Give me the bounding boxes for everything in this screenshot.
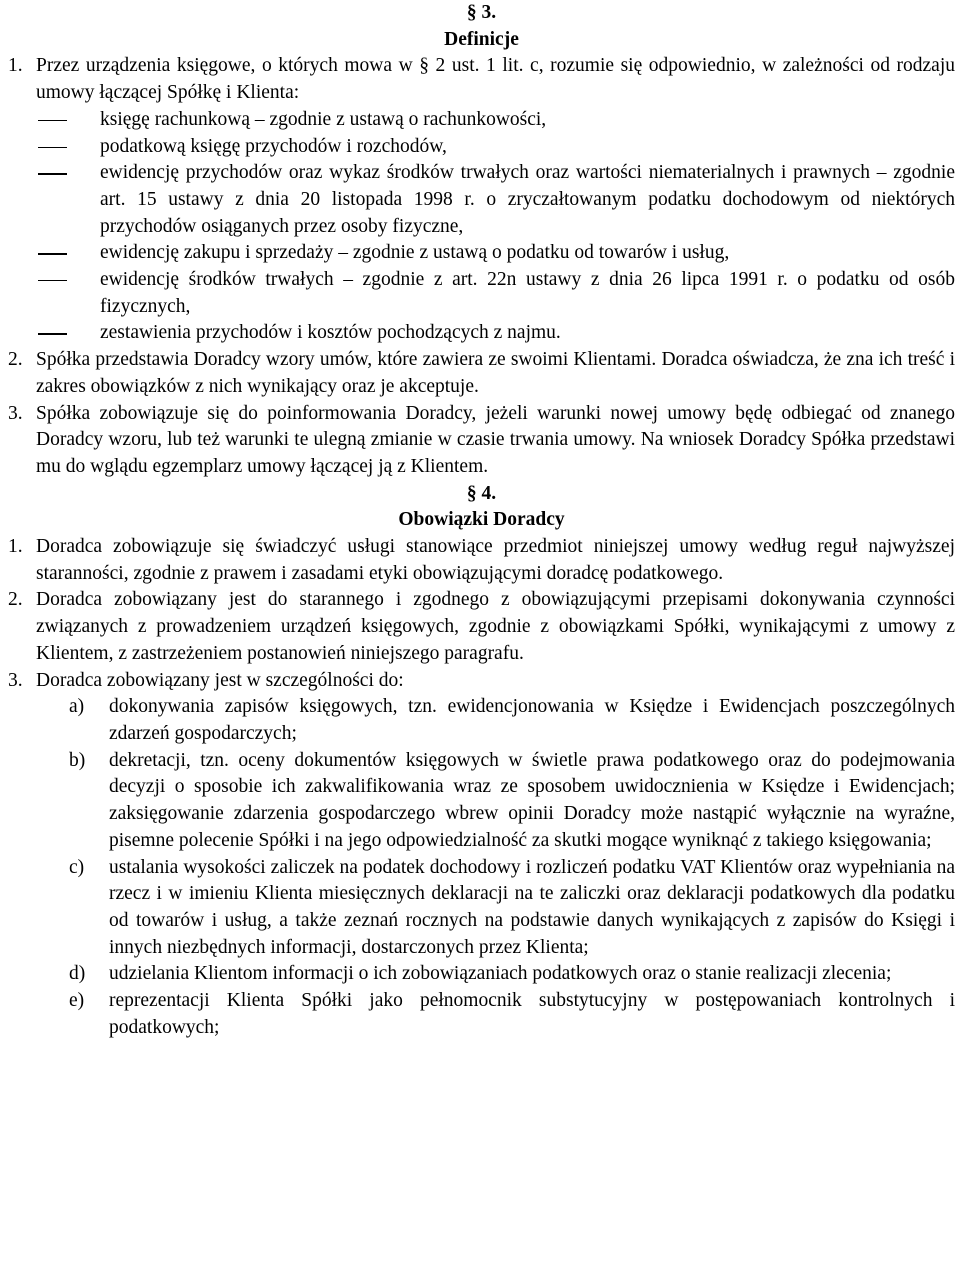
list-item-text: ewidencję przychodów oraz wykaz środków trwałych oraz wartości niematerialnych i prawnych – zgodnie art. 15 ustawy z dnia 20 listopada 1998 r. o zryczałtowanym podatku dochodowym od niektórych przychodów osiąganych przez osoby fizyczne, (100, 162, 955, 237)
paragraph-number: 3. (8, 669, 23, 691)
paragraph-text: Spółka przedstawia Doradcy wzory umów, które zawiera ze swoimi Klientami. Doradca oświadcza, że zna ich treść i zakres obowiązków z nich wynikający oraz je akceptuje. (36, 349, 955, 397)
paragraph-number: 1. (8, 536, 23, 558)
section-3-paragraph-1 (8, 53, 955, 347)
section-4-paragraph-1 (8, 534, 955, 587)
paragraph-number: 2. (8, 589, 23, 611)
list-item (36, 267, 955, 320)
paragraph-number: 1. (8, 55, 23, 77)
list-letter: a) (69, 696, 85, 718)
list-item (8, 988, 955, 1041)
list-letter: e) (69, 990, 85, 1012)
paragraph-text: Przez urządzenia księgowe, o których mowa w § 2 ust. 1 lit. c, rozumie się odpowiednio, w zależności od rodzaju umowy łączącej Spółkę i Klienta: (36, 55, 955, 104)
document-body (8, 0, 955, 1041)
paragraph-text: Spółka zobowiązuje się do poinformowania Doradcy, jeżeli warunki nowej umowy będę odbiegać od znanego Doradcy wzoru, lub też warunki te ulegną zmianie w czasie trwania umowy. Na wniosek Doradcy Spółka przedstawi mu do wglądu egzemplarz umowy łączącej ją z Klientem. (36, 402, 955, 477)
dash-list (36, 107, 955, 347)
list-item (8, 748, 955, 855)
list-item (8, 855, 955, 962)
list-item-text: zestawienia przychodów i kosztów pochodzących z najmu. (100, 322, 561, 344)
list-item-text: księgę rachunkową – zgodnie z ustawą o rachunkowości, (100, 108, 547, 130)
paragraph-text: Doradca zobowiązany jest do starannego i zgodnego z obowiązującymi przepisami dokonywania czynności związanych z prowadzeniem urządzeń księgowych, zgodnie z obowiązkami Spółki, wynikającymi z umowy z Klientem, z zastrzeżeniem postanowień niniejszego paragrafu. (36, 589, 955, 664)
list-item-text: dokonywania zapisów księgowych, tzn. ewidencjonowania w Księdze i Ewidencjach poszczególnych zdarzeń gospodarczych; (109, 696, 955, 744)
paragraph-text: Doradca zobowiązany jest w szczególności do: (36, 669, 404, 691)
list-item (8, 961, 955, 988)
list-item (36, 160, 955, 240)
section-4-title: Obowiązki Doradcy (398, 509, 565, 531)
section-3-number: § 3. (466, 2, 497, 23)
section-3-title: Definicje (444, 28, 519, 50)
list-item-text: ewidencję zakupu i sprzedaży – zgodnie z ustawą o podatku od towarów i usług, (100, 242, 730, 264)
list-item-text: ustalania wysokości zaliczek na podatek dochodowy i rozliczeń podatku VAT Klientów oraz wypełniania na rzecz i w imieniu Klienta miesięcznych deklaracji na te zaliczki oraz deklaracji podatkowych dla podatku od towarów i usług, a także zeznań rocznych na podstawie danych wynikających z zapisów do Księgi i innych niezbędnych informacji, dostarczonych przez Klienta; (109, 856, 955, 958)
paragraph-number: 3. (8, 402, 23, 424)
section-4-number: § 4. (466, 482, 497, 504)
section-3-paragraph-2 (8, 347, 955, 400)
list-item-text: reprezentacji Klienta Spółki jako pełnomocnik substytucyjny w postępowaniach kontrolnych i podatkowych; (109, 990, 955, 1038)
section-4-paragraph-2 (8, 587, 955, 667)
lettered-list (8, 694, 955, 1041)
section-3-paragraph-3 (8, 401, 955, 481)
section-4-paragraph-3 (8, 668, 955, 695)
list-item (36, 240, 955, 267)
list-item (36, 107, 955, 134)
paragraph-number: 2. (8, 349, 23, 371)
list-item (8, 694, 955, 747)
list-item-text: dekretacji, tzn. oceny dokumentów księgowych w świetle prawa podatkowego oraz do podejmowania decyzji o sposobie ich zakwalifikowania wraz ze sposobem uwidocznienia w Księdze i Ewidencjach; zaksięgowanie zdarzenia gospodarczego wbrew opinii Doradcy może nastąpić wyłącznie na wyraźne, pisemne polecenie Spółki i na jego odpowiedzialność za skutki mogące wyniknąć z takiego księgowania; (109, 749, 955, 851)
list-item-text: udzielania Klientom informacji o ich zobowiązaniach podatkowych oraz o stanie realizacji zlecenia; (109, 963, 892, 985)
list-item-text: podatkową księgę przychodów i rozchodów, (100, 135, 447, 157)
list-item (36, 320, 955, 347)
list-letter: c) (69, 856, 85, 878)
list-item (36, 134, 955, 161)
paragraph-text: Doradca zobowiązuje się świadczyć usługi stanowiące przedmiot niniejszej umowy według reguł najwyższej staranności, zgodnie z prawem i zasadami etyki obowiązującymi doradcę podatkowego. (36, 536, 955, 584)
list-item-text: ewidencję środków trwałych – zgodnie z art. 22n ustawy z dnia 26 lipca 1991 r. o podatku od osób fizycznych, (100, 269, 955, 317)
list-letter: b) (69, 749, 86, 771)
list-letter: d) (69, 963, 86, 985)
